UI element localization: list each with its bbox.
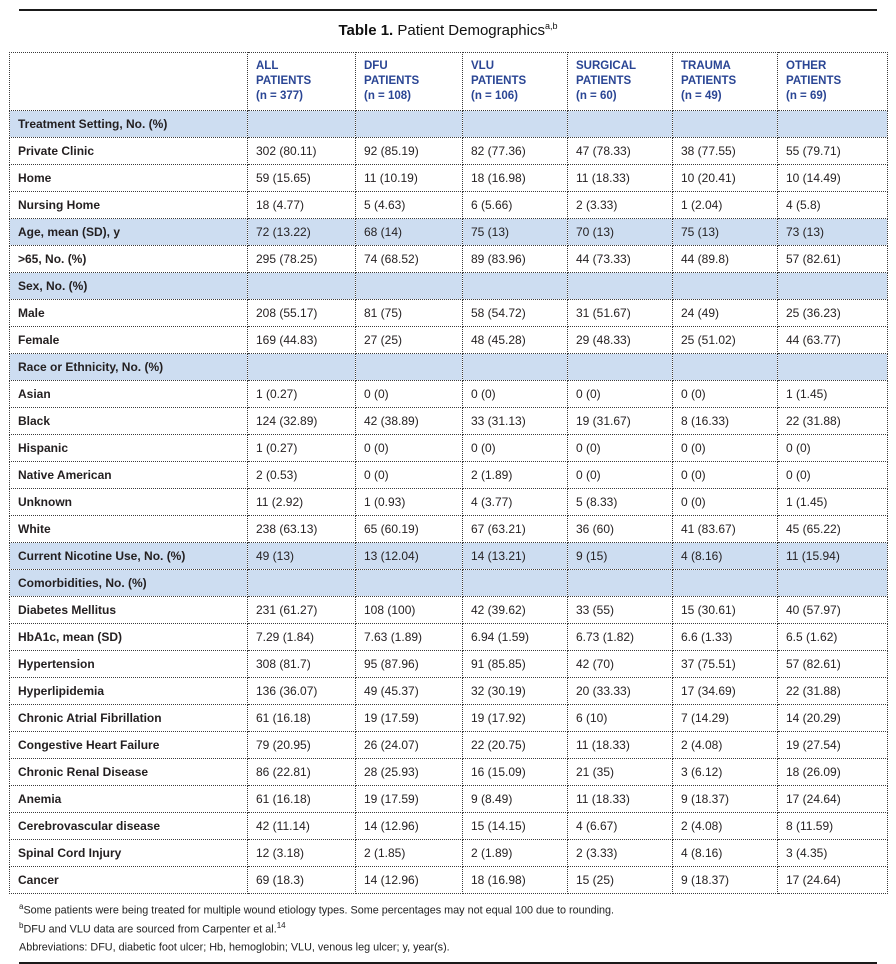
cell-value: 37 (75.51)	[673, 651, 778, 678]
cell-value: 14 (12.96)	[356, 813, 463, 840]
section-header-row	[10, 273, 888, 300]
cell-value: 0 (0)	[356, 462, 463, 489]
cell-value: 0 (0)	[778, 462, 888, 489]
cell-value: 0 (0)	[463, 435, 568, 462]
cell-value: 44 (73.33)	[568, 246, 673, 273]
cell-value: 302 (80.11)	[248, 138, 356, 165]
row-label: HbA1c, mean (SD)	[10, 624, 248, 651]
cell-value: 42 (70)	[568, 651, 673, 678]
cell-value: 15 (30.61)	[673, 597, 778, 624]
cell-value: 29 (48.33)	[568, 327, 673, 354]
cell-value: 10 (20.41)	[673, 165, 778, 192]
cell-value: 61 (16.18)	[248, 705, 356, 732]
row-label: Hypertension	[10, 651, 248, 678]
cell-value: 2 (1.85)	[356, 840, 463, 867]
col-header-label: ALL PATIENTS	[256, 59, 312, 87]
row-label: Age, mean (SD), y	[10, 219, 248, 246]
cell-value: 86 (22.81)	[248, 759, 356, 786]
cell-value: 44 (89.8)	[673, 246, 778, 273]
row-label: Black	[10, 408, 248, 435]
cell-value: 12 (3.18)	[248, 840, 356, 867]
cell-value: 48 (45.28)	[463, 327, 568, 354]
footnote-citation: 14	[276, 920, 286, 930]
cell-value: 11 (10.19)	[356, 165, 463, 192]
col-header-vlu-patients	[463, 52, 568, 111]
row-label: Treatment Setting, No. (%)	[10, 111, 248, 138]
cell-value: 32 (30.19)	[463, 678, 568, 705]
cell-value	[568, 570, 673, 597]
cell-value: 20 (33.33)	[568, 678, 673, 705]
row-label: Male	[10, 300, 248, 327]
cell-value	[673, 111, 778, 138]
cell-value: 2 (1.89)	[463, 840, 568, 867]
cell-value: 17 (34.69)	[673, 678, 778, 705]
cell-value: 25 (51.02)	[673, 327, 778, 354]
cell-value: 6.5 (1.62)	[778, 624, 888, 651]
cell-value: 6.6 (1.33)	[673, 624, 778, 651]
highlight-row	[10, 543, 888, 570]
cell-value: 7 (14.29)	[673, 705, 778, 732]
cell-value: 4 (8.16)	[673, 840, 778, 867]
table-title-superscript: a,b	[544, 21, 558, 31]
col-header-other-patients	[778, 52, 888, 111]
cell-value: 2 (4.08)	[673, 813, 778, 840]
col-header-n: (n = 106)	[471, 90, 518, 103]
col-header-n: (n = 60)	[576, 90, 617, 103]
cell-value: 13 (12.04)	[356, 543, 463, 570]
row-label: Current Nicotine Use, No. (%)	[10, 543, 248, 570]
cell-value: 231 (61.27)	[248, 597, 356, 624]
cell-value: 19 (27.54)	[778, 732, 888, 759]
cell-value: 57 (82.61)	[778, 651, 888, 678]
cell-value: 18 (16.98)	[463, 867, 568, 894]
row-label: Cancer	[10, 867, 248, 894]
cell-value: 0 (0)	[673, 381, 778, 408]
cell-value: 42 (39.62)	[463, 597, 568, 624]
table-row	[10, 300, 888, 327]
cell-value: 95 (87.96)	[356, 651, 463, 678]
cell-value: 4 (3.77)	[463, 489, 568, 516]
section-header-row	[10, 111, 888, 138]
cell-value: 22 (31.88)	[778, 678, 888, 705]
cell-value: 7.29 (1.84)	[248, 624, 356, 651]
footnote-a	[19, 901, 877, 919]
table-title-prefix: Table 1.	[338, 22, 394, 39]
empty-corner-cell	[10, 52, 248, 111]
cell-value: 24 (49)	[673, 300, 778, 327]
cell-value: 2 (4.08)	[673, 732, 778, 759]
cell-value: 82 (77.36)	[463, 138, 568, 165]
cell-value: 7.63 (1.89)	[356, 624, 463, 651]
cell-value: 18 (16.98)	[463, 165, 568, 192]
col-header-dfu-patients	[356, 52, 463, 111]
cell-value: 11 (15.94)	[778, 543, 888, 570]
cell-value: 0 (0)	[356, 381, 463, 408]
cell-value	[356, 111, 463, 138]
row-label: Hispanic	[10, 435, 248, 462]
cell-value: 8 (16.33)	[673, 408, 778, 435]
cell-value: 0 (0)	[778, 435, 888, 462]
section-header-row	[10, 570, 888, 597]
cell-value	[463, 111, 568, 138]
table-row	[10, 705, 888, 732]
footnote-superscript: a	[19, 902, 24, 912]
cell-value: 15 (25)	[568, 867, 673, 894]
top-rule	[19, 9, 877, 11]
cell-value: 9 (8.49)	[463, 786, 568, 813]
cell-value: 124 (32.89)	[248, 408, 356, 435]
cell-value: 75 (13)	[673, 219, 778, 246]
cell-value: 26 (24.07)	[356, 732, 463, 759]
table-row	[10, 165, 888, 192]
cell-value: 33 (55)	[568, 597, 673, 624]
col-header-n: (n = 69)	[786, 90, 827, 103]
table-row	[10, 246, 888, 273]
table-row	[10, 489, 888, 516]
cell-value: 4 (8.16)	[673, 543, 778, 570]
cell-value	[673, 354, 778, 381]
cell-value: 58 (54.72)	[463, 300, 568, 327]
cell-value: 55 (79.71)	[778, 138, 888, 165]
row-label: Comorbidities, No. (%)	[10, 570, 248, 597]
cell-value: 14 (20.29)	[778, 705, 888, 732]
cell-value	[356, 273, 463, 300]
table-row	[10, 813, 888, 840]
col-header-trauma-patients	[673, 52, 778, 111]
row-label: Unknown	[10, 489, 248, 516]
cell-value: 16 (15.09)	[463, 759, 568, 786]
cell-value: 1 (0.27)	[248, 435, 356, 462]
footnote-superscript: b	[19, 920, 24, 930]
cell-value: 42 (11.14)	[248, 813, 356, 840]
cell-value: 0 (0)	[568, 462, 673, 489]
table-row	[10, 516, 888, 543]
table-row	[10, 651, 888, 678]
cell-value	[568, 273, 673, 300]
cell-value: 308 (81.7)	[248, 651, 356, 678]
cell-value: 10 (14.49)	[778, 165, 888, 192]
cell-value: 2 (0.53)	[248, 462, 356, 489]
table-row	[10, 867, 888, 894]
footnote-b	[19, 920, 877, 938]
row-label: Chronic Atrial Fibrillation	[10, 705, 248, 732]
cell-value: 1 (1.45)	[778, 381, 888, 408]
cell-value: 27 (25)	[356, 327, 463, 354]
cell-value: 6.94 (1.59)	[463, 624, 568, 651]
row-label: Native American	[10, 462, 248, 489]
cell-value: 19 (17.92)	[463, 705, 568, 732]
cell-value: 42 (38.89)	[356, 408, 463, 435]
table-row	[10, 435, 888, 462]
cell-value: 8 (11.59)	[778, 813, 888, 840]
cell-value: 3 (6.12)	[673, 759, 778, 786]
footnotes	[19, 901, 877, 956]
cell-value	[463, 354, 568, 381]
cell-value: 2 (1.89)	[463, 462, 568, 489]
cell-value: 6.73 (1.82)	[568, 624, 673, 651]
cell-value	[778, 273, 888, 300]
cell-value: 31 (51.67)	[568, 300, 673, 327]
cell-value: 0 (0)	[356, 435, 463, 462]
cell-value: 70 (13)	[568, 219, 673, 246]
footnote-text: Abbreviations: DFU, diabetic foot ulcer; Hb, hemoglobin; VLU, venous leg ulcer; y, year(s).	[19, 941, 450, 954]
cell-value: 49 (45.37)	[356, 678, 463, 705]
cell-value: 36 (60)	[568, 516, 673, 543]
cell-value: 69 (18.3)	[248, 867, 356, 894]
cell-value: 47 (78.33)	[568, 138, 673, 165]
cell-value: 11 (18.33)	[568, 165, 673, 192]
table-row	[10, 462, 888, 489]
cell-value: 17 (24.64)	[778, 786, 888, 813]
cell-value: 81 (75)	[356, 300, 463, 327]
col-header-all-patients	[248, 52, 356, 111]
table-title	[9, 21, 887, 41]
cell-value: 38 (77.55)	[673, 138, 778, 165]
cell-value: 0 (0)	[673, 462, 778, 489]
cell-value: 41 (83.67)	[673, 516, 778, 543]
cell-value: 15 (14.15)	[463, 813, 568, 840]
cell-value: 9 (18.37)	[673, 786, 778, 813]
cell-value: 72 (13.22)	[248, 219, 356, 246]
cell-value: 1 (0.93)	[356, 489, 463, 516]
footnote-abbreviations	[19, 938, 877, 956]
cell-value: 0 (0)	[463, 381, 568, 408]
col-header-label: VLU PATIENTS	[471, 59, 527, 87]
cell-value: 0 (0)	[673, 489, 778, 516]
col-header-n: (n = 49)	[681, 90, 722, 103]
cell-value	[248, 570, 356, 597]
col-header-label: DFU PATIENTS	[364, 59, 420, 87]
row-label: Cerebrovascular disease	[10, 813, 248, 840]
cell-value: 3 (4.35)	[778, 840, 888, 867]
row-label: Nursing Home	[10, 192, 248, 219]
cell-value: 295 (78.25)	[248, 246, 356, 273]
cell-value: 2 (3.33)	[568, 840, 673, 867]
cell-value: 92 (85.19)	[356, 138, 463, 165]
cell-value: 5 (8.33)	[568, 489, 673, 516]
table-row	[10, 624, 888, 651]
cell-value	[248, 111, 356, 138]
cell-value: 2 (3.33)	[568, 192, 673, 219]
cell-value: 169 (44.83)	[248, 327, 356, 354]
table-row	[10, 327, 888, 354]
cell-value: 65 (60.19)	[356, 516, 463, 543]
table-row	[10, 597, 888, 624]
cell-value	[673, 273, 778, 300]
cell-value: 18 (26.09)	[778, 759, 888, 786]
cell-value	[568, 111, 673, 138]
cell-value	[778, 111, 888, 138]
cell-value: 18 (4.77)	[248, 192, 356, 219]
cell-value: 14 (12.96)	[356, 867, 463, 894]
cell-value: 11 (18.33)	[568, 786, 673, 813]
cell-value: 25 (36.23)	[778, 300, 888, 327]
cell-value: 79 (20.95)	[248, 732, 356, 759]
cell-value: 238 (63.13)	[248, 516, 356, 543]
cell-value: 28 (25.93)	[356, 759, 463, 786]
table-row	[10, 408, 888, 435]
cell-value: 68 (14)	[356, 219, 463, 246]
cell-value: 21 (35)	[568, 759, 673, 786]
cell-value: 0 (0)	[673, 435, 778, 462]
cell-value: 11 (2.92)	[248, 489, 356, 516]
cell-value: 74 (68.52)	[356, 246, 463, 273]
cell-value: 0 (0)	[568, 435, 673, 462]
cell-value: 17 (24.64)	[778, 867, 888, 894]
col-header-label: OTHER PATIENTS	[786, 59, 842, 87]
cell-value	[356, 570, 463, 597]
row-label: Spinal Cord Injury	[10, 840, 248, 867]
cell-value: 59 (15.65)	[248, 165, 356, 192]
col-header-n: (n = 108)	[364, 90, 411, 103]
cell-value: 1 (0.27)	[248, 381, 356, 408]
table-row	[10, 786, 888, 813]
row-label: >65, No. (%)	[10, 246, 248, 273]
table-row	[10, 732, 888, 759]
cell-value: 4 (6.67)	[568, 813, 673, 840]
cell-value	[356, 354, 463, 381]
cell-value: 73 (13)	[778, 219, 888, 246]
cell-value: 5 (4.63)	[356, 192, 463, 219]
cell-value: 57 (82.61)	[778, 246, 888, 273]
cell-value: 67 (63.21)	[463, 516, 568, 543]
cell-value	[568, 354, 673, 381]
table-row	[10, 678, 888, 705]
cell-value: 89 (83.96)	[463, 246, 568, 273]
cell-value: 0 (0)	[568, 381, 673, 408]
col-header-label: TRAUMA PATIENTS	[681, 59, 737, 87]
cell-value: 14 (13.21)	[463, 543, 568, 570]
col-header-n: (n = 377)	[256, 90, 303, 103]
cell-value: 108 (100)	[356, 597, 463, 624]
cell-value: 208 (55.17)	[248, 300, 356, 327]
cell-value: 22 (20.75)	[463, 732, 568, 759]
cell-value: 49 (13)	[248, 543, 356, 570]
footnote-text: Some patients were being treated for multiple wound etiology types. Some percentages may not equal 100 due to rounding.	[23, 904, 615, 917]
cell-value: 44 (63.77)	[778, 327, 888, 354]
cell-value	[463, 570, 568, 597]
cell-value: 1 (1.45)	[778, 489, 888, 516]
cell-value	[778, 570, 888, 597]
row-label: Race or Ethnicity, No. (%)	[10, 354, 248, 381]
row-label: Private Clinic	[10, 138, 248, 165]
cell-value: 1 (2.04)	[673, 192, 778, 219]
table-title-text: Patient Demographics	[397, 22, 545, 39]
row-label: Home	[10, 165, 248, 192]
table-row	[10, 759, 888, 786]
table-row	[10, 192, 888, 219]
cell-value: 40 (57.97)	[778, 597, 888, 624]
cell-value	[248, 354, 356, 381]
cell-value: 19 (17.59)	[356, 705, 463, 732]
cell-value: 91 (85.85)	[463, 651, 568, 678]
table-row	[10, 840, 888, 867]
cell-value: 9 (18.37)	[673, 867, 778, 894]
table-row	[10, 138, 888, 165]
col-header-label: SURGICAL PATIENTS	[576, 59, 636, 87]
row-label: Congestive Heart Failure	[10, 732, 248, 759]
cell-value: 75 (13)	[463, 219, 568, 246]
col-header-surgical-patients	[568, 52, 673, 111]
cell-value: 6 (5.66)	[463, 192, 568, 219]
row-label: White	[10, 516, 248, 543]
row-label: Hyperlipidemia	[10, 678, 248, 705]
highlight-row	[10, 219, 888, 246]
cell-value: 9 (15)	[568, 543, 673, 570]
cell-value	[248, 273, 356, 300]
cell-value: 136 (36.07)	[248, 678, 356, 705]
cell-value	[778, 354, 888, 381]
row-label: Asian	[10, 381, 248, 408]
row-label: Female	[10, 327, 248, 354]
cell-value: 45 (65.22)	[778, 516, 888, 543]
cell-value: 19 (31.67)	[568, 408, 673, 435]
footnote-text: DFU and VLU data are sourced from Carpenter et al.	[23, 923, 277, 936]
table-row	[10, 381, 888, 408]
row-label: Sex, No. (%)	[10, 273, 248, 300]
cell-value	[673, 570, 778, 597]
cell-value: 11 (18.33)	[568, 732, 673, 759]
section-header-row	[10, 354, 888, 381]
cell-value: 6 (10)	[568, 705, 673, 732]
cell-value	[463, 273, 568, 300]
cell-value: 4 (5.8)	[778, 192, 888, 219]
demographics-table	[9, 52, 888, 895]
table-body	[10, 111, 888, 894]
cell-value: 61 (16.18)	[248, 786, 356, 813]
row-label: Diabetes Mellitus	[10, 597, 248, 624]
cell-value: 33 (31.13)	[463, 408, 568, 435]
row-label: Anemia	[10, 786, 248, 813]
cell-value: 22 (31.88)	[778, 408, 888, 435]
cell-value: 19 (17.59)	[356, 786, 463, 813]
row-label: Chronic Renal Disease	[10, 759, 248, 786]
header-row	[10, 52, 888, 111]
